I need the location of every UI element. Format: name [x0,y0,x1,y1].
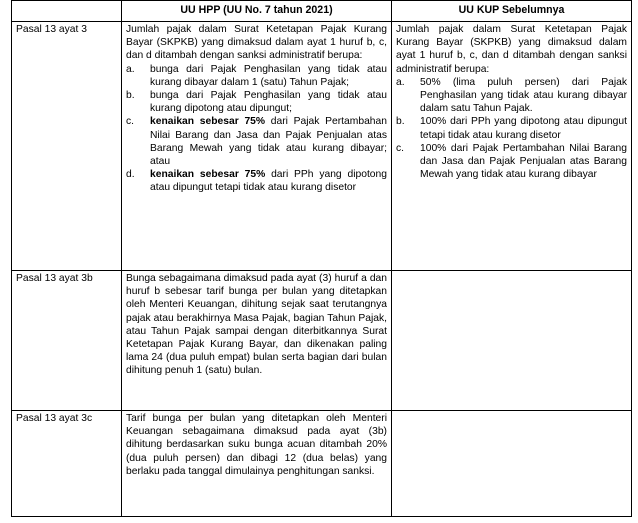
list-item [126,168,387,194]
article-label: Pasal 13 ayat 3 [12,22,122,271]
article-label: Pasal 13 ayat 3c [12,411,122,517]
list-item [396,76,627,116]
table-row [12,271,632,411]
hpp-provision: Bunga sebagaimana dimaksud pada ayat (3) huruf a dan huruf b sebesar tarif bunga per bulan yang ditetapkan oleh Menteri Keuangan, dihitung sejak saat terutangnya pajak atau berakhirnya Masa Pajak, bagian Tahun Pajak, atau Tahun Pajak sampai dengan diterbitkannya Surat Ketetapan Pajak Kurang Bayar, dan dikenakan paling lama 24 (dua puluh empat) bulan serta bagian dari bulan dihitung penuh 1 (satu) bulan. [122,271,392,411]
list-marker: d. [126,169,135,181]
list-item [126,115,387,168]
list-bold-text: kenaikan sebesar 75% [150,169,266,181]
list-text: bunga dari Pajak Penghasilan yang tidak atau kurang dibayar dalam 1 (satu) Tahun Pajak; [150,63,387,88]
list-text: 100% dari Pajak Pertambahan Nilai Barang dan Jasa dan Pajak Penjualan atas Barang Mewah yang tidak atau kurang dibayar [420,142,627,181]
list-item [396,142,627,182]
list-text: 50% (lima puluh persen) dari Pajak Penghasilan yang tidak atau kurang dibayar dalam satu Tahun Pajak. [420,76,627,115]
hpp-provision: Tarif bunga per bulan yang ditetapkan oleh Menteri Keuangan sebagaimana dimaksud pada ayat (3b) dihitung berdasarkan suku bunga acuan ditambah 20% (dua puluh persen) dan dibagi 12 (dua belas) yang berlaku pada tanggal dimulainya penghitungan sanksi. [122,411,392,517]
article-label: Pasal 13 ayat 3b [12,271,122,411]
header-article [12,1,122,22]
header-uu-hpp: UU HPP (UU No. 7 tahun 2021) [122,1,392,22]
list-marker: c. [126,116,135,128]
comparison-table [11,0,632,517]
hpp-list [126,63,387,195]
table-header-row [12,1,632,22]
list-marker: b. [126,90,135,102]
list-text: 100% dari PPh yang dipotong atau dipungut tetapi tidak atau kurang disetor [420,116,627,141]
kup-provision [392,22,632,271]
list-item [126,63,387,89]
list-marker: a. [126,63,135,75]
list-marker: a. [396,76,405,88]
list-text: bunga dari Pajak Penghasilan yang tidak atau kurang dipotong atau dipungut; [150,90,387,115]
table-row [12,411,632,517]
list-marker: b. [396,116,405,128]
list-item [396,115,627,141]
list-item [126,89,387,115]
header-uu-kup: UU KUP Sebelumnya [392,1,632,22]
hpp-provision [122,22,392,271]
kup-provision [392,271,632,411]
list-text: dari PPh yang dipotong atau dipungut tetapi tidak atau kurang disetor [150,169,387,194]
list-bold-text: kenaikan sebesar 75% [150,116,266,128]
kup-provision [392,411,632,517]
list-marker: c. [396,142,405,154]
kup-intro: Jumlah pajak dalam Surat Ketetapan Pajak Kurang Bayar (SKPKB) yang dimaksud dalam ayat 1 huruf b, c, dan d ditambah dengan sanksi administratif berupa: [396,24,627,75]
list-text: dari Pajak Pertambahan Nilai Barang dan Jasa dan Pajak Penjualan atas Barang Mewah yang tidak atau kurang dibayar; atau [150,116,387,168]
table-row [12,22,632,271]
hpp-intro: Jumlah pajak dalam Surat Ketetapan Pajak Kurang Bayar (SKPKB) yang dimaksud dalam ayat 1 huruf b, c, dan d ditambah dengan sanksi administratif berupa: [126,24,387,62]
kup-list [396,76,627,182]
